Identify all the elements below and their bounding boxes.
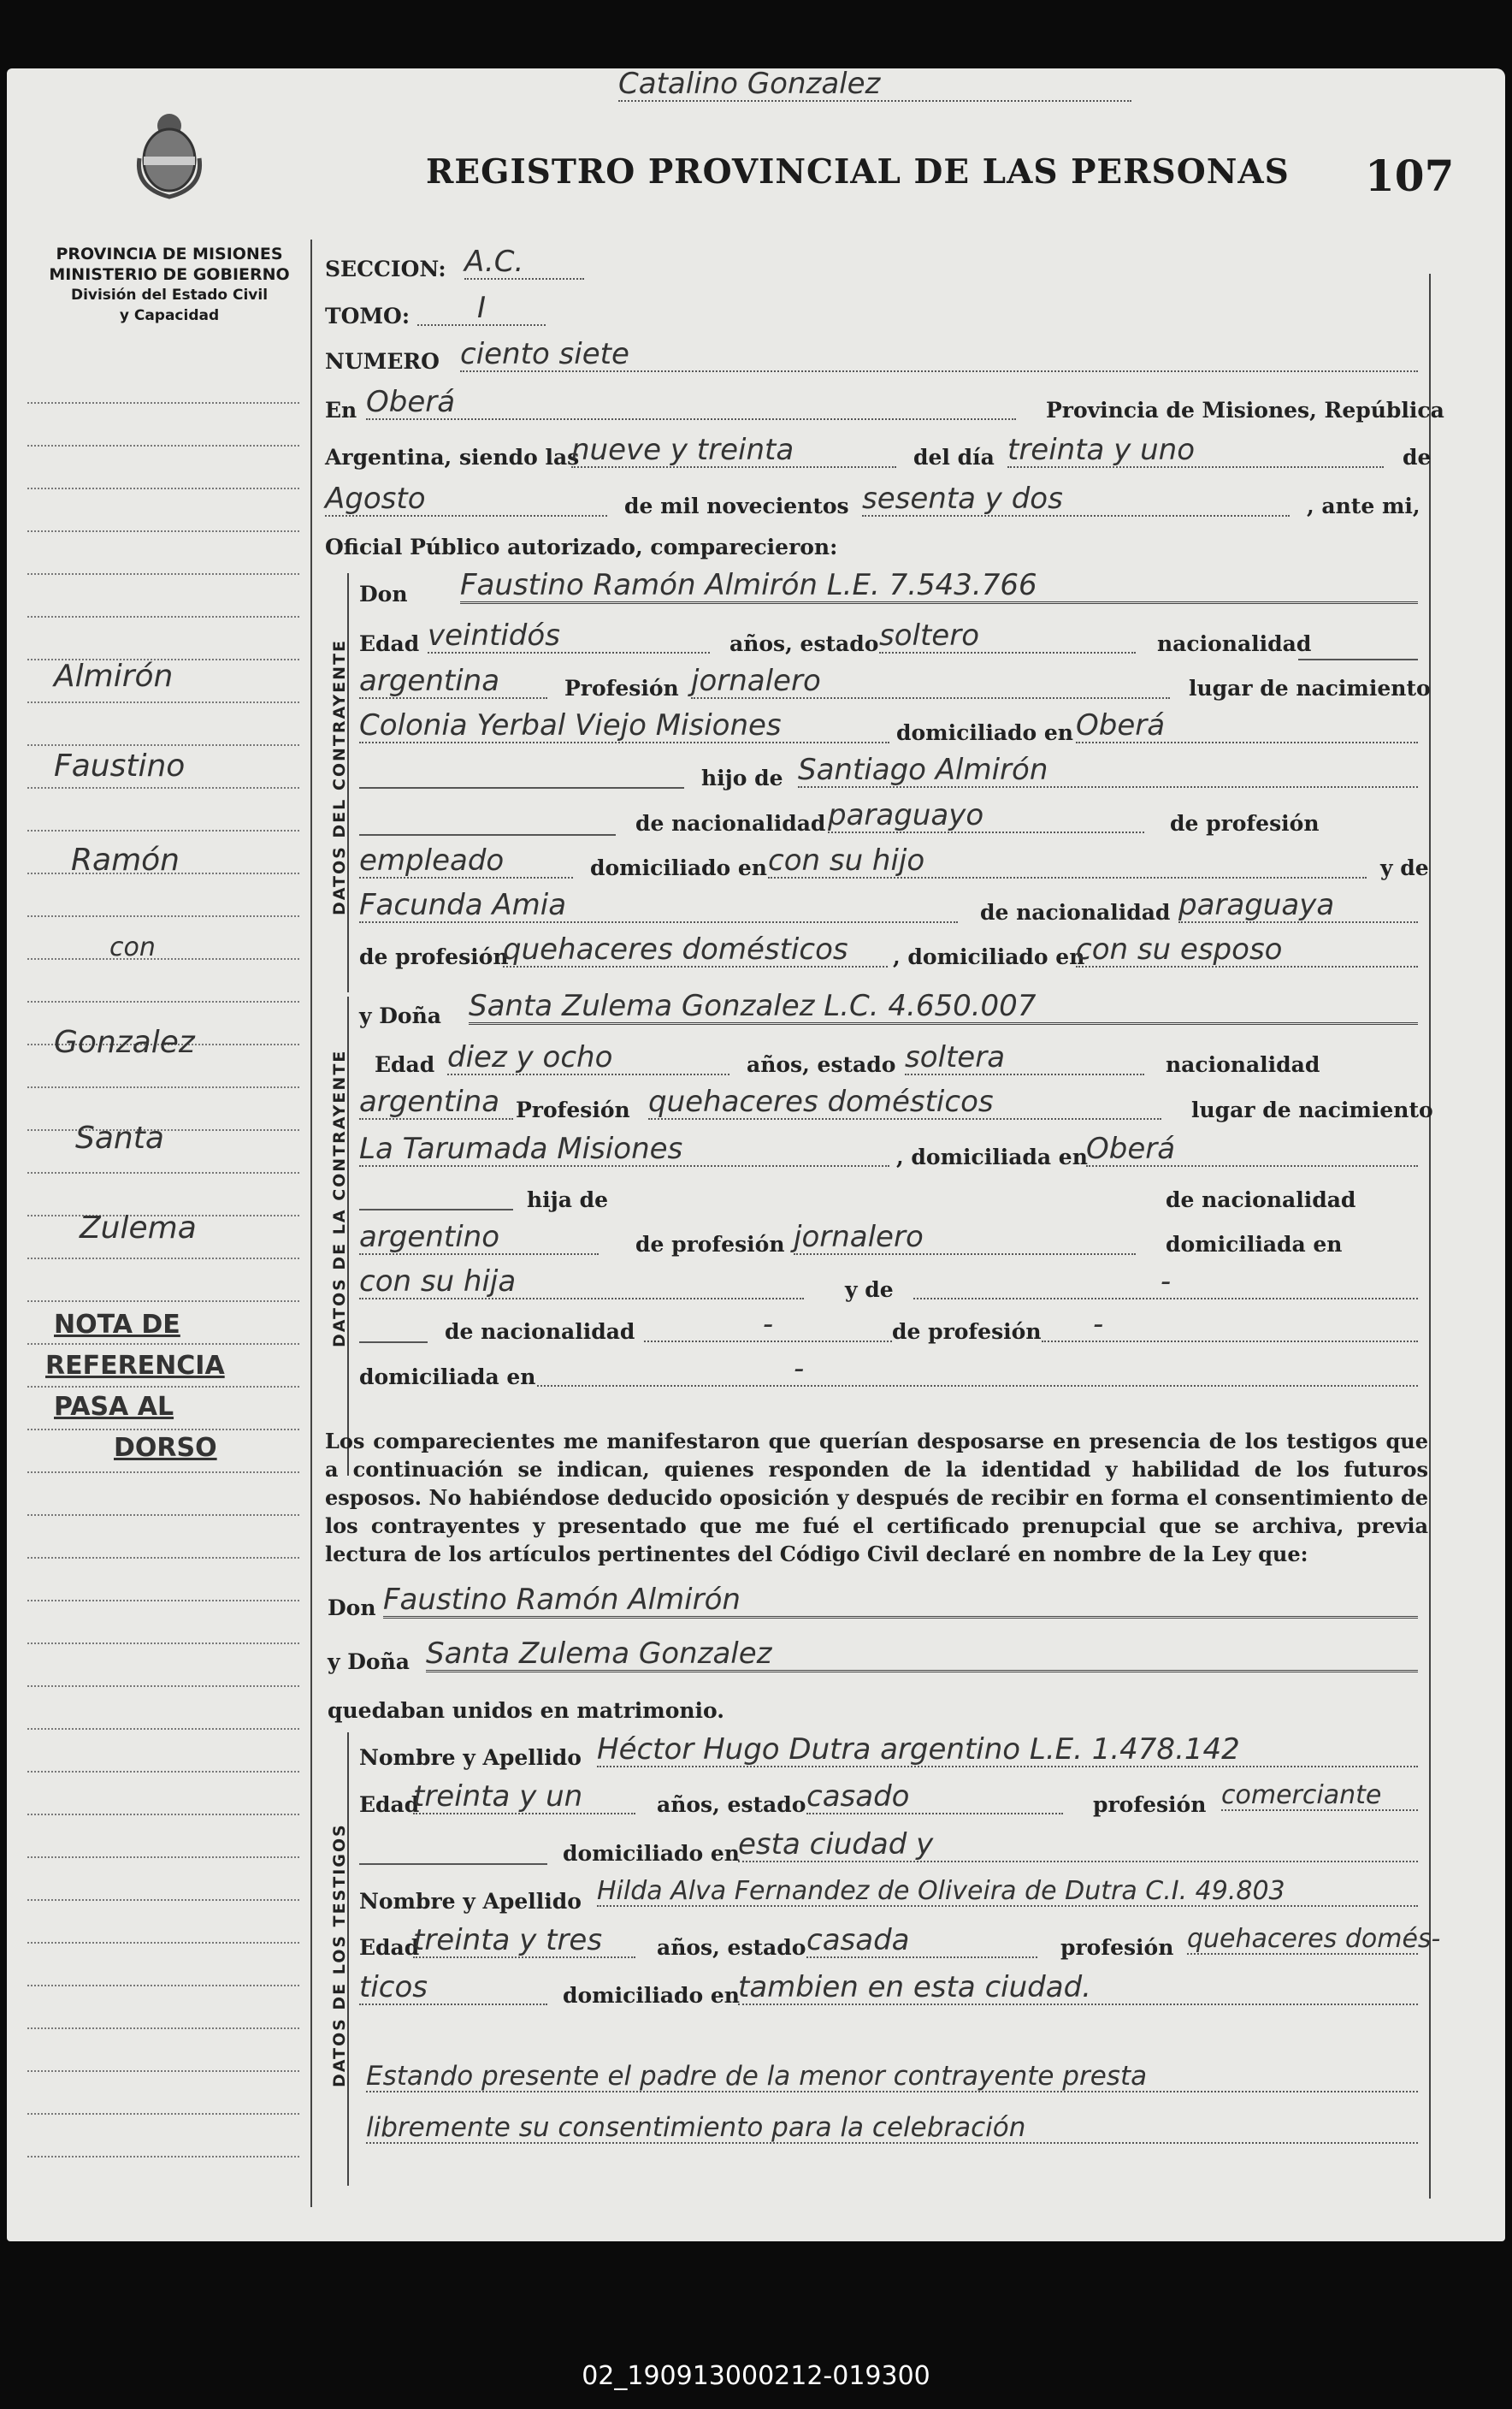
hija-label: hija de bbox=[527, 1187, 609, 1212]
anios-label: años, estado bbox=[657, 1792, 806, 1817]
domiciliado-label: domiciliado en bbox=[896, 720, 1073, 745]
contrayente-profesion: jornalero bbox=[691, 666, 1170, 699]
contrayenta-edad: diez y ocho bbox=[447, 1042, 729, 1075]
page-number: 107 bbox=[1365, 151, 1455, 201]
testigo1-dom: esta ciudad y bbox=[738, 1829, 1418, 1862]
de-mil-label: de mil novecientos bbox=[624, 494, 849, 518]
ante-mi-label: , ante mi, bbox=[1307, 494, 1420, 518]
authority-line: MINISTERIO DE GOBIERNO bbox=[49, 265, 290, 284]
contrayenta-profesion: quehaceres domésticos bbox=[648, 1086, 1161, 1120]
testigo2-nombre: Hilda Alva Fernandez de Oliveira de Dutra C.I. 49.803 bbox=[597, 1877, 1418, 1907]
consent-note-line1: Estando presente el padre de la menor contrayente presta bbox=[366, 2062, 1418, 2092]
contrayenta-side-label: DATOS DE LA CONTRAYENTE bbox=[330, 1049, 349, 1347]
anios-label: años, estado bbox=[657, 1935, 806, 1960]
de-label: de bbox=[1403, 445, 1432, 470]
testigo1-profesion: comerciante bbox=[1221, 1781, 1418, 1811]
hijo-label: hijo de bbox=[701, 766, 783, 790]
de-nac-label: de nacionalidad bbox=[1166, 1187, 1356, 1212]
contrayenta-madre-dom: - bbox=[537, 1353, 1418, 1387]
authority-line: PROVINCIA DE MISIONES bbox=[56, 245, 283, 263]
contrayente-estado: soltero bbox=[879, 620, 1136, 654]
blank-line bbox=[1298, 659, 1418, 660]
right-rule bbox=[1429, 274, 1431, 2199]
de-nac-label: de nacionalidad bbox=[635, 811, 826, 836]
margin-entry: Santa bbox=[75, 1121, 164, 1156]
blank-line bbox=[359, 834, 616, 836]
profesion-label: Profesión bbox=[516, 1098, 630, 1122]
dia-value: treinta y uno bbox=[1007, 435, 1384, 468]
del-dia-label: del día bbox=[913, 445, 995, 470]
edad-label: Edad bbox=[359, 1792, 420, 1817]
nacionalidad-label: nacionalidad bbox=[1157, 631, 1312, 656]
testigo2-edad: treinta y tres bbox=[413, 1925, 635, 1958]
contrayente-edad: veintidós bbox=[428, 620, 710, 654]
anios-label: años, estado bbox=[747, 1052, 896, 1077]
contrayente-side-label: DATOS DEL CONTRAYENTE bbox=[330, 639, 349, 915]
dom-label: domiciliado en bbox=[563, 1983, 740, 2008]
contrayenta-nombre: Santa Zulema Gonzalez L.C. 4.650.007 bbox=[469, 991, 1418, 1025]
madre-nac-label: de nacionalidad bbox=[445, 1319, 635, 1344]
profesion-label: profesión bbox=[1060, 1935, 1174, 1960]
reference-note bbox=[45, 1305, 225, 1469]
dom-label: domiciliado en bbox=[563, 1841, 740, 1866]
tomo-value: I bbox=[417, 293, 546, 326]
argentina-label: Argentina, siendo las bbox=[325, 445, 580, 470]
don-label: Don bbox=[328, 1595, 376, 1620]
contrayente-madre-prof: quehaceres domésticos bbox=[503, 934, 888, 968]
mes-value: Agosto bbox=[325, 483, 607, 517]
seccion-label: SECCION: bbox=[325, 257, 446, 281]
consent-note-line2: libremente su consentimiento para la celebración bbox=[366, 2113, 1418, 2144]
lugar-label: lugar de nacimiento bbox=[1189, 676, 1431, 701]
closing-text: quedaban unidos en matrimonio. bbox=[328, 1698, 724, 1723]
margin-entry: Zulema bbox=[80, 1210, 197, 1246]
image-id-footer: 02_190913000212-019300 bbox=[582, 2361, 930, 2391]
contrayenta-lugar: La Tarumada Misiones bbox=[359, 1133, 889, 1167]
declaration-don: Faustino Ramón Almirón bbox=[383, 1584, 1418, 1619]
margin-rule bbox=[310, 240, 312, 2207]
contrayenta-madre-nac: - bbox=[644, 1309, 892, 1342]
margin-entry: Faustino bbox=[54, 749, 186, 784]
blank-line bbox=[359, 787, 684, 789]
contrayenta-padre: Catalino Gonzalez bbox=[618, 68, 1131, 102]
madre-dom-label: , domiciliado en bbox=[893, 944, 1085, 969]
contrayenta-madre-prof: - bbox=[1042, 1309, 1418, 1342]
seccion-value: A.C. bbox=[464, 246, 584, 280]
contrayenta-padre-prof: jornalero bbox=[794, 1222, 1136, 1255]
contrayente-nacionalidad: argentina bbox=[359, 666, 547, 699]
register-page bbox=[7, 68, 1505, 2241]
madre-nac-label: de nacionalidad bbox=[980, 900, 1171, 925]
blank-line bbox=[359, 1341, 428, 1343]
authority-line: y Capacidad bbox=[119, 307, 220, 324]
madre-prof-label: de profesión bbox=[892, 1319, 1042, 1344]
testigo2-profesion: quehaceres domés- bbox=[1187, 1924, 1441, 1954]
edad-label: Edad bbox=[375, 1052, 435, 1077]
contrayenta-estado: soltera bbox=[905, 1042, 1144, 1075]
anios-label: años, estado bbox=[729, 631, 879, 656]
domiciliada-label: , domiciliada en bbox=[896, 1145, 1088, 1169]
de-prof-label: de profesión bbox=[1170, 811, 1320, 836]
nombre-label: Nombre y Apellido bbox=[359, 1745, 582, 1770]
contrayenta-domicilio: Oberá bbox=[1086, 1133, 1418, 1167]
contrayente-padre: Santiago Almirón bbox=[798, 755, 1418, 788]
numero-label: NUMERO bbox=[325, 349, 440, 374]
testigo2-estado: casada bbox=[806, 1925, 1037, 1958]
contrayenta-madre: - bbox=[913, 1266, 1418, 1299]
tomo-label: TOMO: bbox=[325, 304, 410, 328]
blank-line bbox=[359, 1863, 547, 1865]
anio-value: sesenta y dos bbox=[862, 483, 1290, 517]
reference-line: REFERENCIA bbox=[45, 1351, 225, 1381]
margin-entry: Almirón bbox=[54, 659, 174, 694]
contrayente-nombre: Faustino Ramón Almirón L.E. 7.543.766 bbox=[460, 570, 1418, 604]
margin-entry: Ramón bbox=[71, 843, 180, 878]
contrayenta-padre-nac: argentino bbox=[359, 1222, 599, 1255]
contrayente-madre: Facunda Amia bbox=[359, 890, 958, 923]
dona-label: y Doña bbox=[359, 1003, 441, 1028]
y-de-label: y de bbox=[845, 1277, 894, 1302]
provincia-label: Provincia de Misiones, República bbox=[1046, 398, 1444, 423]
testigo1-estado: casado bbox=[806, 1781, 1063, 1814]
y-de-label: y de bbox=[1380, 855, 1429, 880]
contrayenta-padre-dom: con su hija bbox=[359, 1266, 804, 1299]
nacionalidad-label: nacionalidad bbox=[1166, 1052, 1320, 1077]
lugar-label: lugar de nacimiento bbox=[1191, 1098, 1433, 1122]
contrayente-domicilio: Oberá bbox=[1076, 710, 1418, 743]
de-prof-label: de profesión bbox=[635, 1232, 785, 1257]
reference-line: DORSO bbox=[114, 1433, 217, 1463]
contrayente-madre-nac: paraguaya bbox=[1178, 890, 1418, 923]
testigo2-profesion-cont: ticos bbox=[359, 1972, 547, 2005]
contrayente-madre-dom: con su esposo bbox=[1076, 934, 1418, 968]
madre-prof-label: de profesión bbox=[359, 944, 509, 969]
contrayente-padre-nac: paraguayo bbox=[828, 800, 1144, 833]
dona-label: y Doña bbox=[328, 1649, 410, 1674]
edad-label: Edad bbox=[359, 1935, 420, 1960]
en-label: En bbox=[325, 398, 357, 423]
contrayente-padre-prof: empleado bbox=[359, 845, 573, 879]
authority-line: División del Estado Civil bbox=[70, 287, 269, 304]
authority-block bbox=[32, 244, 306, 326]
contrayenta-nacionalidad: argentina bbox=[359, 1086, 513, 1120]
oficial-label: Oficial Público autorizado, comparecieron: bbox=[325, 535, 838, 559]
contrayente-padre-dom: con su hijo bbox=[768, 845, 1367, 879]
dom-en-label: domiciliada en bbox=[1166, 1232, 1343, 1257]
margin-entry: con bbox=[109, 932, 156, 962]
testigos-side-label: DATOS DE LOS TESTIGOS bbox=[330, 1823, 349, 2087]
page-title: REGISTRO PROVINCIAL DE LAS PERSONAS bbox=[426, 152, 1290, 192]
contrayente-lugar: Colonia Yerbal Viejo Misiones bbox=[359, 710, 889, 743]
profesion-label: Profesión bbox=[564, 676, 679, 701]
don-label: Don bbox=[359, 582, 408, 607]
dom-en-label: domiciliado en bbox=[590, 855, 767, 880]
reference-line: NOTA DE bbox=[54, 1310, 180, 1340]
madre-dom-label: domiciliada en bbox=[359, 1364, 536, 1389]
testigo2-dom: tambien en esta ciudad. bbox=[738, 1972, 1418, 2005]
reference-line: PASA AL bbox=[54, 1392, 174, 1422]
testigo1-edad: treinta y un bbox=[413, 1781, 635, 1814]
testigo1-nombre: Héctor Hugo Dutra argentino L.E. 1.478.142 bbox=[597, 1734, 1418, 1767]
hora-value: nueve y treinta bbox=[571, 435, 896, 468]
numero-value: ciento siete bbox=[460, 339, 1418, 372]
declaration-paragraph: Los comparecientes me manifestaron que querían desposarse en presencia de los testigos que a continuación se indican, quienes responden de la identidad y habilidad de los futuros esposos. No habiéndose deducido oposición y después de recibir en forma el consentimiento de los contrayentes y presentado que me fué el certificado prenupcial que se archiva, previa lectura de los artículos pertinentes del Código Civil declaré en nombre de la Ley que: bbox=[325, 1429, 1428, 1566]
nombre-label: Nombre y Apellido bbox=[359, 1889, 582, 1914]
coat-of-arms-icon bbox=[131, 107, 208, 201]
declaration-dona: Santa Zulema Gonzalez bbox=[426, 1638, 1418, 1672]
en-value: Oberá bbox=[366, 387, 1016, 420]
margin-entry: Gonzalez bbox=[54, 1025, 195, 1060]
blank-line bbox=[359, 1209, 513, 1210]
profesion-label: profesión bbox=[1093, 1792, 1207, 1817]
edad-label: Edad bbox=[359, 631, 420, 656]
